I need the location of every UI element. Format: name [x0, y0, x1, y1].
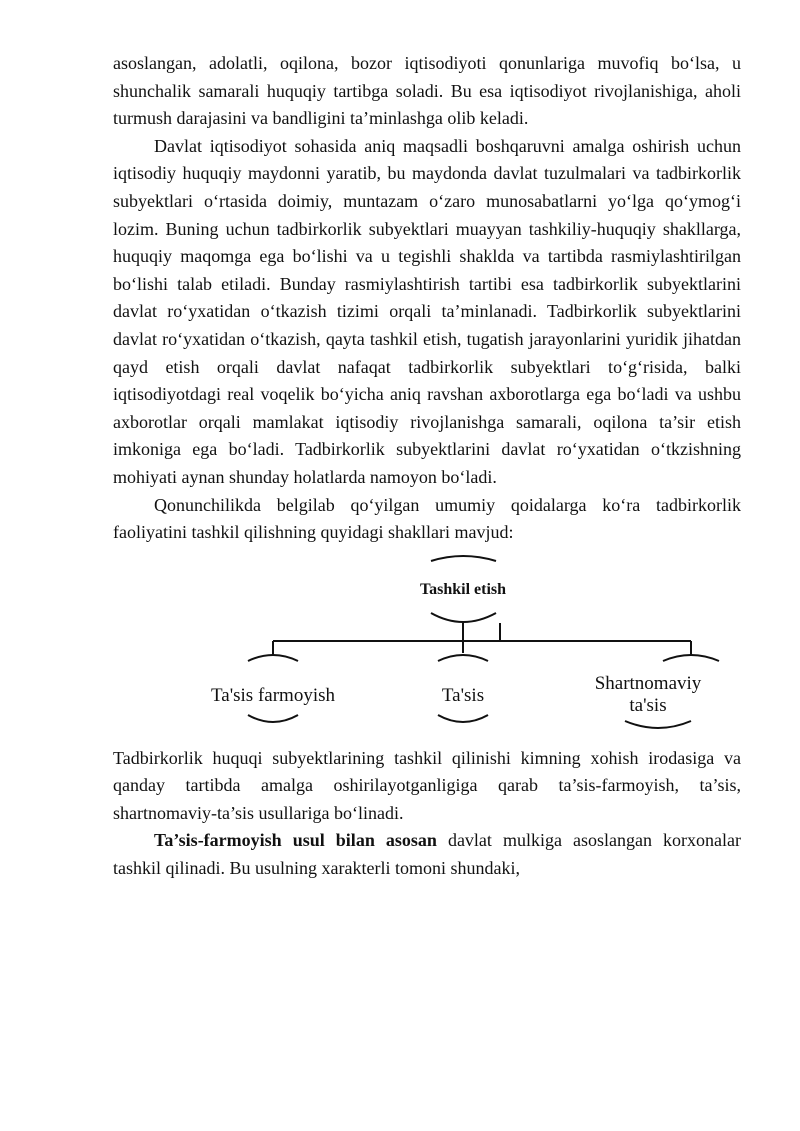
paragraph-3: Qonunchilikda belgilab qo‘yilgan umumiy qoidalarga ko‘ra tadbirkorlik faoliyatini tashkil qilishning quyidagi shakllari mavjud: — [113, 494, 741, 543]
paragraph-5-bold-lead: Ta’sis-farmoyish usul bilan asosan — [154, 830, 437, 851]
paragraph-5 — [113, 827, 741, 882]
diagram-child-tasis: Ta'sis — [441, 684, 485, 706]
paragraph-1: asoslangan, adolatli, oqilona, bozor iqtisodiyoti qonunlariga muvofiq bo‘lsa, u shunchalik samarali huquqiy tartibga soladi. Bu esa iqtisodiyot rivojlanishiga, aholi turmush darajasini va bandligini ta’minlashga olib keladi. — [113, 53, 741, 129]
diagram-root: Tashkil etish — [419, 580, 507, 598]
paragraph-2: Davlat iqtisodiyot sohasida aniq maqsadli boshqaruvni amalga oshirish uchun iqtisodiy huquqiy maydonni yaratib, bu maydonda davlat tuzulmalari va tadbirkorlik subyektlari o‘rtasida doimiy, muntazam o‘zaro munosabatlarni yo‘lga qo‘ymog‘i lozim. Buning uchun tadbirkorlik subyektlari muayyan tashkiliy-huquqiy shakllarga, huquqiy maqomga ega bo‘lishi va u tegishli shaklda va tartibda rasmiylashtirilgan bo‘lishi talab etiladi. Bunday rasmiylashtirish tartibi esa tadbirkorlik subyektlarini davlat ro‘yxatidan o‘tkazish tizimi orqali ta’minlanadi. Tadbirkorlik subyektlarini davlat ro‘yxatidan o‘tkazish, qayta tashkil etish, tugatish jarayonlarini yuridik jihatdan qayd etish orqali davlat nafaqat tadbirkorlik subyektlari to‘g‘risida, balki iqtisodiyotdagi real voqelik bo‘yicha aniq ravshan axborotlarga ega bo‘ladi va ushbu axborotlar orqali mamlakat iqtisodiy rivojlanishga samarali, oqilona ta’sir etish imkoniga ega bo‘ladi. Tadbirkorlik subyektlarini davlat ro‘yxatidan o‘tkzishning mohiyati aynan shunday holatlarda namoyon bo‘ladi. — [113, 135, 741, 487]
organization-forms-diagram — [113, 549, 741, 745]
document-page — [113, 50, 741, 883]
diagram-child-tasis-farmoyish: Ta'sis farmoyish — [211, 684, 335, 706]
paragraph-5-rest: davlat mulkiga asoslangan korxonalar tashkil qilinadi. Bu usulning xarakterli tomoni shundaki, — [113, 830, 741, 879]
diagram-child-shartnomaviy-tasis: Shartnomaviy ta'sis — [594, 672, 702, 716]
paragraph-4: Tadbirkorlik huquqi subyektlarining tashkil qilinishi kimning xohish irodasiga va qanday tartibda amalga oshirilayotganligiga qarab ta’sis-farmoyish, ta’sis, shartnomaviy-ta’sis usullariga bo‘linadi. — [113, 747, 741, 823]
